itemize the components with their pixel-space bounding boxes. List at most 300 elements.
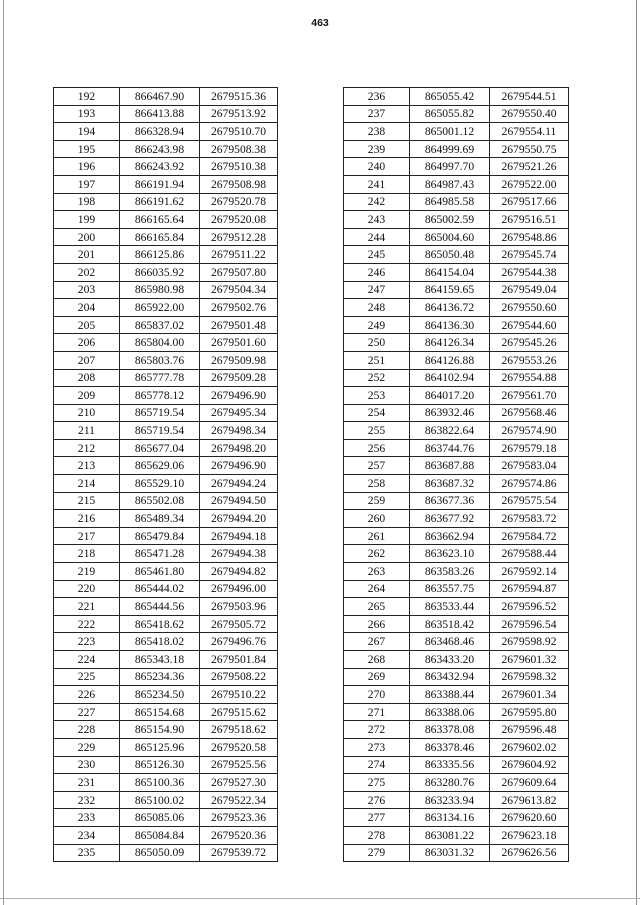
- x-coordinate-cell: 865055.82: [410, 105, 490, 123]
- y-coordinate-cell: 2679561.70: [490, 387, 569, 405]
- table-row: [344, 299, 569, 317]
- y-coordinate-cell: 2679510.38: [200, 158, 278, 176]
- table-row: [54, 105, 278, 123]
- y-coordinate-cell: 2679623.18: [490, 826, 569, 844]
- y-coordinate-cell: 2679588.44: [490, 545, 569, 563]
- x-coordinate-cell: 865055.42: [410, 88, 490, 106]
- x-coordinate-cell: 865677.04: [120, 439, 200, 457]
- point-number-cell: 215: [54, 492, 120, 510]
- x-coordinate-cell: 863031.32: [410, 844, 490, 862]
- table-row: [344, 211, 569, 229]
- table-row: [54, 123, 278, 141]
- table-row: [344, 281, 569, 299]
- x-coordinate-cell: 864102.94: [410, 369, 490, 387]
- y-coordinate-cell: 2679596.52: [490, 598, 569, 616]
- x-coordinate-cell: 864985.58: [410, 193, 490, 211]
- table-row: [54, 492, 278, 510]
- table-row: [54, 387, 278, 405]
- table-row: [344, 563, 569, 581]
- point-number-cell: 248: [344, 299, 410, 317]
- table-row: [344, 475, 569, 493]
- x-coordinate-cell: 864987.43: [410, 175, 490, 193]
- point-number-cell: 277: [344, 809, 410, 827]
- point-number-cell: 198: [54, 193, 120, 211]
- table-row: [344, 263, 569, 281]
- point-number-cell: 196: [54, 158, 120, 176]
- x-coordinate-cell: 866328.94: [120, 123, 200, 141]
- table-row: [344, 193, 569, 211]
- table-row: [54, 703, 278, 721]
- x-coordinate-cell: 865529.10: [120, 475, 200, 493]
- point-number-cell: 276: [344, 791, 410, 809]
- point-number-cell: 274: [344, 756, 410, 774]
- table-row: [54, 738, 278, 756]
- table-row: [344, 457, 569, 475]
- point-number-cell: 200: [54, 228, 120, 246]
- x-coordinate-cell: 863378.08: [410, 721, 490, 739]
- point-number-cell: 278: [344, 826, 410, 844]
- x-coordinate-cell: 863744.76: [410, 439, 490, 457]
- table-row: [344, 387, 569, 405]
- y-coordinate-cell: 2679505.72: [200, 615, 278, 633]
- y-coordinate-cell: 2679620.60: [490, 809, 569, 827]
- point-number-cell: 238: [344, 123, 410, 141]
- table-row: [54, 193, 278, 211]
- y-coordinate-cell: 2679518.62: [200, 721, 278, 739]
- table-row: [344, 580, 569, 598]
- y-coordinate-cell: 2679501.60: [200, 334, 278, 352]
- x-coordinate-cell: 865100.36: [120, 774, 200, 792]
- point-number-cell: 233: [54, 809, 120, 827]
- table-row: [344, 510, 569, 528]
- table-row: [344, 598, 569, 616]
- point-number-cell: 201: [54, 246, 120, 264]
- point-number-cell: 265: [344, 598, 410, 616]
- y-coordinate-cell: 2679539.72: [200, 844, 278, 862]
- table-row: [54, 721, 278, 739]
- x-coordinate-cell: 863662.94: [410, 527, 490, 545]
- point-number-cell: 243: [344, 211, 410, 229]
- point-number-cell: 232: [54, 791, 120, 809]
- y-coordinate-cell: 2679494.50: [200, 492, 278, 510]
- point-number-cell: 247: [344, 281, 410, 299]
- point-number-cell: 240: [344, 158, 410, 176]
- x-coordinate-cell: 865804.00: [120, 334, 200, 352]
- y-coordinate-cell: 2679498.34: [200, 422, 278, 440]
- x-coordinate-cell: 863388.06: [410, 703, 490, 721]
- table-row: [54, 527, 278, 545]
- table-row: [54, 809, 278, 827]
- x-coordinate-cell: 866125.86: [120, 246, 200, 264]
- x-coordinate-cell: 865084.84: [120, 826, 200, 844]
- table-row: [344, 826, 569, 844]
- y-coordinate-cell: 2679544.51: [490, 88, 569, 106]
- point-number-cell: 245: [344, 246, 410, 264]
- table-row: [54, 316, 278, 334]
- y-coordinate-cell: 2679498.20: [200, 439, 278, 457]
- point-number-cell: 202: [54, 263, 120, 281]
- y-coordinate-cell: 2679545.26: [490, 334, 569, 352]
- table-row: [54, 422, 278, 440]
- x-coordinate-cell: 865777.78: [120, 369, 200, 387]
- y-coordinate-cell: 2679512.28: [200, 228, 278, 246]
- point-number-cell: 210: [54, 404, 120, 422]
- x-coordinate-cell: 865719.54: [120, 404, 200, 422]
- table-row: [54, 439, 278, 457]
- y-coordinate-cell: 2679583.04: [490, 457, 569, 475]
- table-row: [344, 158, 569, 176]
- table-row: [344, 809, 569, 827]
- point-number-cell: 217: [54, 527, 120, 545]
- y-coordinate-cell: 2679516.51: [490, 211, 569, 229]
- point-number-cell: 226: [54, 686, 120, 704]
- y-coordinate-cell: 2679550.60: [490, 299, 569, 317]
- y-coordinate-cell: 2679596.48: [490, 721, 569, 739]
- x-coordinate-cell: 863134.16: [410, 809, 490, 827]
- table-row: [344, 175, 569, 193]
- point-number-cell: 253: [344, 387, 410, 405]
- x-coordinate-cell: 865922.00: [120, 299, 200, 317]
- x-coordinate-cell: 865001.12: [410, 123, 490, 141]
- table-row: [344, 228, 569, 246]
- x-coordinate-cell: 865050.48: [410, 246, 490, 264]
- y-coordinate-cell: 2679584.72: [490, 527, 569, 545]
- point-number-cell: 209: [54, 387, 120, 405]
- point-number-cell: 222: [54, 615, 120, 633]
- table-row: [54, 844, 278, 862]
- y-coordinate-cell: 2679553.26: [490, 351, 569, 369]
- y-coordinate-cell: 2679523.36: [200, 809, 278, 827]
- x-coordinate-cell: 865154.68: [120, 703, 200, 721]
- y-coordinate-cell: 2679509.28: [200, 369, 278, 387]
- y-coordinate-cell: 2679594.87: [490, 580, 569, 598]
- table-row: [344, 615, 569, 633]
- point-number-cell: 212: [54, 439, 120, 457]
- y-coordinate-cell: 2679510.22: [200, 686, 278, 704]
- table-row: [344, 668, 569, 686]
- x-coordinate-cell: 865629.06: [120, 457, 200, 475]
- x-coordinate-cell: 865778.12: [120, 387, 200, 405]
- point-number-cell: 255: [344, 422, 410, 440]
- table-row: [54, 826, 278, 844]
- table-row: [54, 140, 278, 158]
- point-number-cell: 261: [344, 527, 410, 545]
- scan-edge-right: [636, 0, 637, 905]
- y-coordinate-cell: 2679595.80: [490, 703, 569, 721]
- table-row: [54, 545, 278, 563]
- y-coordinate-cell: 2679613.82: [490, 791, 569, 809]
- scan-edge-bottom: [0, 898, 640, 899]
- y-coordinate-cell: 2679550.40: [490, 105, 569, 123]
- x-coordinate-cell: 865085.06: [120, 809, 200, 827]
- x-coordinate-cell: 865125.96: [120, 738, 200, 756]
- x-coordinate-cell: 863687.32: [410, 475, 490, 493]
- table-row: [344, 774, 569, 792]
- y-coordinate-cell: 2679520.58: [200, 738, 278, 756]
- y-coordinate-cell: 2679522.34: [200, 791, 278, 809]
- y-coordinate-cell: 2679520.78: [200, 193, 278, 211]
- table-row: [54, 369, 278, 387]
- point-number-cell: 268: [344, 651, 410, 669]
- y-coordinate-cell: 2679574.90: [490, 422, 569, 440]
- y-coordinate-cell: 2679494.24: [200, 475, 278, 493]
- point-number-cell: 234: [54, 826, 120, 844]
- point-number-cell: 249: [344, 316, 410, 334]
- scan-edge-left: [3, 0, 4, 905]
- y-coordinate-cell: 2679509.98: [200, 351, 278, 369]
- point-number-cell: 258: [344, 475, 410, 493]
- y-coordinate-cell: 2679626.56: [490, 844, 569, 862]
- x-coordinate-cell: 864126.34: [410, 334, 490, 352]
- point-number-cell: 203: [54, 281, 120, 299]
- point-number-cell: 241: [344, 175, 410, 193]
- table-row: [344, 756, 569, 774]
- y-coordinate-cell: 2679515.62: [200, 703, 278, 721]
- y-coordinate-cell: 2679544.60: [490, 316, 569, 334]
- point-number-cell: 225: [54, 668, 120, 686]
- y-coordinate-cell: 2679501.48: [200, 316, 278, 334]
- point-number-cell: 239: [344, 140, 410, 158]
- y-coordinate-cell: 2679508.38: [200, 140, 278, 158]
- x-coordinate-cell: 863677.92: [410, 510, 490, 528]
- x-coordinate-cell: 865418.62: [120, 615, 200, 633]
- point-number-cell: 273: [344, 738, 410, 756]
- x-coordinate-cell: 864126.88: [410, 351, 490, 369]
- point-number-cell: 257: [344, 457, 410, 475]
- point-number-cell: 207: [54, 351, 120, 369]
- y-coordinate-cell: 2679525.56: [200, 756, 278, 774]
- table-row: [344, 88, 569, 106]
- x-coordinate-cell: 865126.30: [120, 756, 200, 774]
- x-coordinate-cell: 866191.62: [120, 193, 200, 211]
- y-coordinate-cell: 2679574.86: [490, 475, 569, 493]
- table-row: [54, 580, 278, 598]
- point-number-cell: 254: [344, 404, 410, 422]
- point-number-cell: 275: [344, 774, 410, 792]
- y-coordinate-cell: 2679575.54: [490, 492, 569, 510]
- table-row: [54, 791, 278, 809]
- table-row: [344, 703, 569, 721]
- y-coordinate-cell: 2679495.34: [200, 404, 278, 422]
- x-coordinate-cell: 863932.46: [410, 404, 490, 422]
- point-number-cell: 231: [54, 774, 120, 792]
- y-coordinate-cell: 2679520.08: [200, 211, 278, 229]
- coordinate-table-right: [343, 87, 569, 862]
- table-row: [54, 211, 278, 229]
- point-number-cell: 216: [54, 510, 120, 528]
- point-number-cell: 230: [54, 756, 120, 774]
- point-number-cell: 218: [54, 545, 120, 563]
- x-coordinate-cell: 865154.90: [120, 721, 200, 739]
- x-coordinate-cell: 864136.72: [410, 299, 490, 317]
- table-row: [54, 404, 278, 422]
- x-coordinate-cell: 863677.36: [410, 492, 490, 510]
- x-coordinate-cell: 863388.44: [410, 686, 490, 704]
- x-coordinate-cell: 866243.92: [120, 158, 200, 176]
- point-number-cell: 223: [54, 633, 120, 651]
- point-number-cell: 266: [344, 615, 410, 633]
- table-row: [344, 140, 569, 158]
- x-coordinate-cell: 863081.22: [410, 826, 490, 844]
- x-coordinate-cell: 863687.88: [410, 457, 490, 475]
- table-row: [54, 633, 278, 651]
- x-coordinate-cell: 866243.98: [120, 140, 200, 158]
- point-number-cell: 259: [344, 492, 410, 510]
- y-coordinate-cell: 2679496.76: [200, 633, 278, 651]
- y-coordinate-cell: 2679527.30: [200, 774, 278, 792]
- x-coordinate-cell: 864154.04: [410, 263, 490, 281]
- point-number-cell: 192: [54, 88, 120, 106]
- point-number-cell: 229: [54, 738, 120, 756]
- point-number-cell: 195: [54, 140, 120, 158]
- y-coordinate-cell: 2679554.11: [490, 123, 569, 141]
- table-row: [344, 123, 569, 141]
- table-row: [344, 404, 569, 422]
- point-number-cell: 219: [54, 563, 120, 581]
- point-number-cell: 250: [344, 334, 410, 352]
- coordinate-table-left: [53, 87, 278, 862]
- table-row: [344, 651, 569, 669]
- x-coordinate-cell: 863432.94: [410, 668, 490, 686]
- x-coordinate-cell: 863280.76: [410, 774, 490, 792]
- table-row: [344, 844, 569, 862]
- y-coordinate-cell: 2679517.66: [490, 193, 569, 211]
- y-coordinate-cell: 2679504.34: [200, 281, 278, 299]
- y-coordinate-cell: 2679598.92: [490, 633, 569, 651]
- x-coordinate-cell: 866035.92: [120, 263, 200, 281]
- point-number-cell: 214: [54, 475, 120, 493]
- y-coordinate-cell: 2679511.22: [200, 246, 278, 264]
- table-row: [344, 545, 569, 563]
- table-row: [344, 492, 569, 510]
- page-number: 463: [311, 17, 329, 29]
- y-coordinate-cell: 2679513.92: [200, 105, 278, 123]
- point-number-cell: 267: [344, 633, 410, 651]
- x-coordinate-cell: 863468.46: [410, 633, 490, 651]
- y-coordinate-cell: 2679583.72: [490, 510, 569, 528]
- x-coordinate-cell: 865471.28: [120, 545, 200, 563]
- x-coordinate-cell: 865418.02: [120, 633, 200, 651]
- x-coordinate-cell: 866165.64: [120, 211, 200, 229]
- table-row: [344, 334, 569, 352]
- table-row: [54, 246, 278, 264]
- point-number-cell: 213: [54, 457, 120, 475]
- point-number-cell: 236: [344, 88, 410, 106]
- y-coordinate-cell: 2679568.46: [490, 404, 569, 422]
- table-row: [54, 756, 278, 774]
- x-coordinate-cell: 865502.08: [120, 492, 200, 510]
- x-coordinate-cell: 865980.98: [120, 281, 200, 299]
- x-coordinate-cell: 864159.65: [410, 281, 490, 299]
- point-number-cell: 256: [344, 439, 410, 457]
- x-coordinate-cell: 865837.02: [120, 316, 200, 334]
- y-coordinate-cell: 2679494.20: [200, 510, 278, 528]
- point-number-cell: 244: [344, 228, 410, 246]
- y-coordinate-cell: 2679496.90: [200, 387, 278, 405]
- x-coordinate-cell: 865100.02: [120, 791, 200, 809]
- table-row: [54, 686, 278, 704]
- x-coordinate-cell: 864017.20: [410, 387, 490, 405]
- x-coordinate-cell: 863822.64: [410, 422, 490, 440]
- x-coordinate-cell: 865719.54: [120, 422, 200, 440]
- x-coordinate-cell: 863335.56: [410, 756, 490, 774]
- table-row: [54, 175, 278, 193]
- x-coordinate-cell: 865444.02: [120, 580, 200, 598]
- point-number-cell: 197: [54, 175, 120, 193]
- table-row: [344, 422, 569, 440]
- y-coordinate-cell: 2679601.34: [490, 686, 569, 704]
- y-coordinate-cell: 2679521.26: [490, 158, 569, 176]
- y-coordinate-cell: 2679598.32: [490, 668, 569, 686]
- table-row: [54, 510, 278, 528]
- point-number-cell: 262: [344, 545, 410, 563]
- y-coordinate-cell: 2679501.84: [200, 651, 278, 669]
- x-coordinate-cell: 865479.84: [120, 527, 200, 545]
- x-coordinate-cell: 865050.09: [120, 844, 200, 862]
- point-number-cell: 279: [344, 844, 410, 862]
- x-coordinate-cell: 863233.94: [410, 791, 490, 809]
- point-number-cell: 211: [54, 422, 120, 440]
- point-number-cell: 251: [344, 351, 410, 369]
- y-coordinate-cell: 2679494.82: [200, 563, 278, 581]
- x-coordinate-cell: 865461.80: [120, 563, 200, 581]
- table-row: [344, 791, 569, 809]
- point-number-cell: 193: [54, 105, 120, 123]
- y-coordinate-cell: 2679548.86: [490, 228, 569, 246]
- y-coordinate-cell: 2679596.54: [490, 615, 569, 633]
- table-row: [344, 369, 569, 387]
- y-coordinate-cell: 2679510.70: [200, 123, 278, 141]
- point-number-cell: 235: [54, 844, 120, 862]
- y-coordinate-cell: 2679579.18: [490, 439, 569, 457]
- y-coordinate-cell: 2679544.38: [490, 263, 569, 281]
- y-coordinate-cell: 2679550.75: [490, 140, 569, 158]
- point-number-cell: 271: [344, 703, 410, 721]
- x-coordinate-cell: 865343.18: [120, 651, 200, 669]
- x-coordinate-cell: 866467.90: [120, 88, 200, 106]
- x-coordinate-cell: 866191.94: [120, 175, 200, 193]
- y-coordinate-cell: 2679604.92: [490, 756, 569, 774]
- table-row: [344, 316, 569, 334]
- y-coordinate-cell: 2679549.04: [490, 281, 569, 299]
- table-row: [54, 88, 278, 106]
- x-coordinate-cell: 866413.88: [120, 105, 200, 123]
- y-coordinate-cell: 2679494.18: [200, 527, 278, 545]
- point-number-cell: 260: [344, 510, 410, 528]
- y-coordinate-cell: 2679496.90: [200, 457, 278, 475]
- x-coordinate-cell: 864136.30: [410, 316, 490, 334]
- table-row: [54, 457, 278, 475]
- point-number-cell: 194: [54, 123, 120, 141]
- table-row: [54, 263, 278, 281]
- point-number-cell: 263: [344, 563, 410, 581]
- table-row: [54, 615, 278, 633]
- y-coordinate-cell: 2679545.74: [490, 246, 569, 264]
- x-coordinate-cell: 865002.59: [410, 211, 490, 229]
- x-coordinate-cell: 866165.84: [120, 228, 200, 246]
- point-number-cell: 272: [344, 721, 410, 739]
- y-coordinate-cell: 2679508.22: [200, 668, 278, 686]
- point-number-cell: 252: [344, 369, 410, 387]
- point-number-cell: 220: [54, 580, 120, 598]
- x-coordinate-cell: 863623.10: [410, 545, 490, 563]
- table-row: [54, 598, 278, 616]
- y-coordinate-cell: 2679554.88: [490, 369, 569, 387]
- y-coordinate-cell: 2679503.96: [200, 598, 278, 616]
- y-coordinate-cell: 2679507.80: [200, 263, 278, 281]
- x-coordinate-cell: 863533.44: [410, 598, 490, 616]
- point-number-cell: 206: [54, 334, 120, 352]
